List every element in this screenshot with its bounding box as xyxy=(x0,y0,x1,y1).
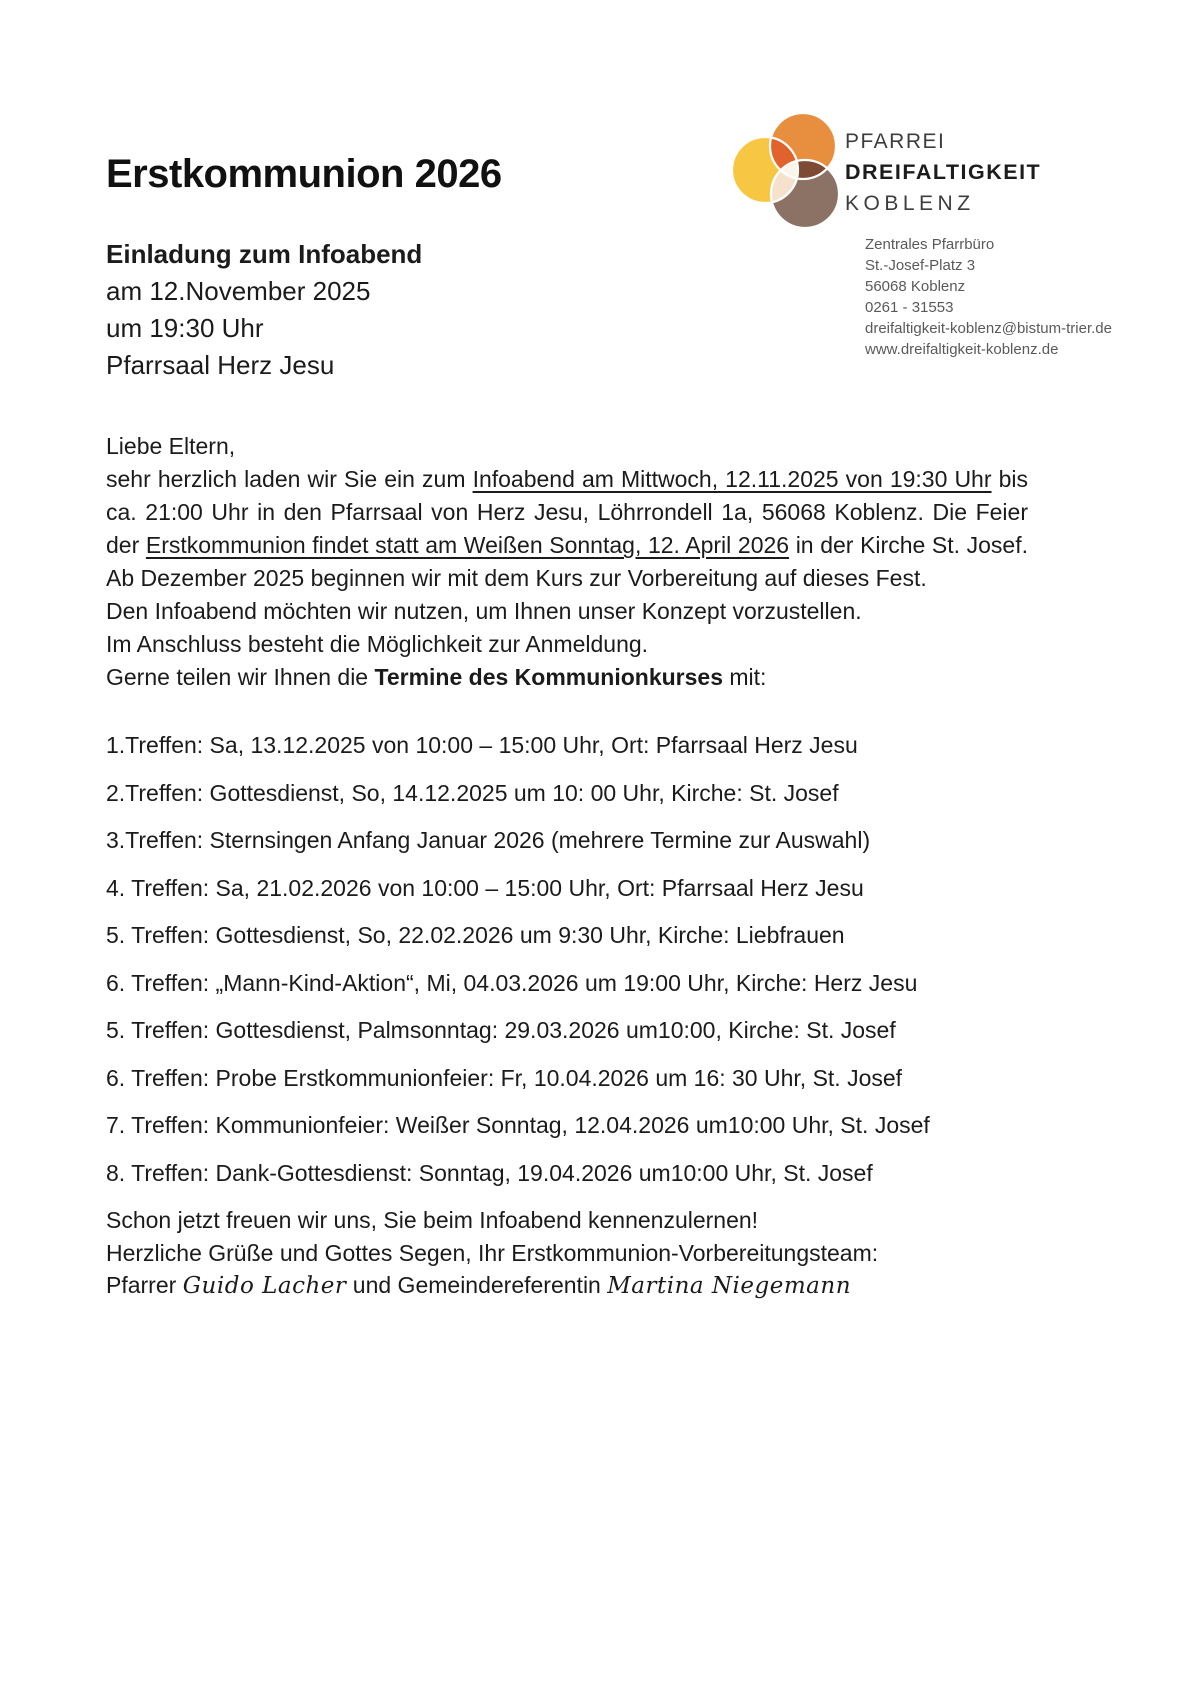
signature-middle: und Gemeindereferentin xyxy=(346,1272,608,1298)
schedule-item-1: 1.Treffen: Sa, 13.12.2025 von 10:00 – 15:00 Uhr, Ort: Pfarrsaal Herz Jesu xyxy=(106,732,858,758)
schedule-item-9: 7. Treffen: Kommunionfeier: Weißer Sonntag, 12.04.2026 um10:00 Uhr, St. Josef xyxy=(106,1112,930,1138)
signature-name-pfarrer: Guido Lacher xyxy=(182,1273,347,1299)
header-left xyxy=(106,152,666,196)
invitation-date: am 12.November 2025 xyxy=(106,276,371,306)
schedule-item-4: 4. Treffen: Sa, 21.02.2026 von 10:00 – 15:00 Uhr, Ort: Pfarrsaal Herz Jesu xyxy=(106,874,864,901)
termine-part1: Gerne teilen wir Ihnen die xyxy=(106,664,375,690)
invitation-block xyxy=(106,236,666,384)
intro-underline-infoabend: Infoabend am Mittwoch, 12.11.2025 von 19:30 Uhr xyxy=(472,466,992,492)
closing-remark: Schon jetzt freuen wir uns, Sie beim Infoabend kennenzulernen! xyxy=(106,1207,759,1233)
contact-phone: 0261 - 31553 xyxy=(865,299,954,316)
concept-line2: Im Anschluss besteht die Möglichkeit zur Anmeldung. xyxy=(106,631,649,657)
intro-part1: sehr herzlich laden wir Sie ein zum xyxy=(106,466,473,492)
closing-greeting: Herzliche Grüße und Gottes Segen, Ihr Erstkommunion-Vorbereitungsteam: xyxy=(106,1240,879,1266)
page-title: Erstkommunion 2026 xyxy=(106,152,502,196)
schedule-item-8: 6. Treffen: Probe Erstkommunionfeier: Fr, 10.04.2026 um 16: 30 Uhr, St. Josef xyxy=(106,1064,903,1091)
wordmark-koblenz: KOBLENZ xyxy=(845,192,975,215)
termine-intro-paragraph xyxy=(106,661,1028,694)
invitation-place: Pfarrsaal Herz Jesu xyxy=(106,350,335,380)
concept-line1: Den Infoabend möchten wir nutzen, um Ihnen unser Konzept vorzustellen. xyxy=(106,598,862,624)
contact-block xyxy=(865,234,1112,360)
signature-block xyxy=(106,1237,1028,1302)
wordmark-pfarrei: PFARREI xyxy=(845,130,946,153)
schedule-list xyxy=(106,729,1028,1190)
schedule-item-2: 2.Treffen: Gottesdienst, So, 14.12.2025 um 10: 00 Uhr, Kirche: St. Josef xyxy=(106,779,839,806)
invitation-time: um 19:30 Uhr xyxy=(106,313,264,343)
contact-office: Zentrales Pfarrbüro xyxy=(865,236,995,253)
termine-part2: mit: xyxy=(723,664,767,690)
salutation: Liebe Eltern, xyxy=(106,433,236,459)
schedule-item-7: 5. Treffen: Gottesdienst, Palmsonntag: 29.03.2026 um10:00, Kirche: St. Josef xyxy=(106,1017,896,1043)
invitation-heading: Einladung zum Infoabend xyxy=(106,239,423,269)
schedule-item-10: 8. Treffen: Dank-Gottesdienst: Sonntag, 19.04.2026 um10:00 Uhr, St. Josef xyxy=(106,1159,873,1186)
intro-paragraph xyxy=(106,463,1028,595)
termine-bold: Termine des Kommunionkurses xyxy=(374,664,723,690)
contact-website: www.dreifaltigkeit-koblenz.de xyxy=(865,341,1059,358)
intro-part2: bis ca. 21:00 Uhr in den Pfarrsaal von Herz Jesu, Löhrrondell 1a, 56068 Koblenz. Die Feier der xyxy=(106,466,1028,558)
contact-city: 56068 Koblenz xyxy=(865,278,966,295)
schedule-item-6: 6. Treffen: „Mann-Kind-Aktion“, Mi, 04.03.2026 um 19:00 Uhr, Kirche: Herz Jesu xyxy=(106,969,918,996)
signature-prefix: Pfarrer xyxy=(106,1272,183,1298)
wordmark-dreifaltigkeit: DREIFALTIGKEIT xyxy=(845,160,1042,184)
intro-underline-erstkommunion: Erstkommunion findet statt am Weißen Sonntag, 12. April 2026 xyxy=(145,532,790,558)
parish-wordmark xyxy=(845,126,1041,219)
contact-email: dreifaltigkeit-koblenz@bistum-trier.de xyxy=(865,320,1112,337)
schedule-item-5: 5. Treffen: Gottesdienst, So, 22.02.2026 um 9:30 Uhr, Kirche: Liebfrauen xyxy=(106,922,845,948)
concept-paragraph xyxy=(106,595,1028,661)
signature-name-referentin: Martina Niegemann xyxy=(607,1273,852,1299)
intro-part3: in der Kirche St. Josef. Ab Dezember 2025 beginnen wir mit dem Kurs zur Vorbereitung auf dieses Fest. xyxy=(106,532,1028,591)
contact-street: St.-Josef-Platz 3 xyxy=(865,257,976,274)
schedule-item-3: 3.Treffen: Sternsingen Anfang Januar 2026 (mehrere Termine zur Auswahl) xyxy=(106,827,871,853)
parish-logo-icon xyxy=(725,105,845,230)
letter-body xyxy=(106,430,1028,1302)
